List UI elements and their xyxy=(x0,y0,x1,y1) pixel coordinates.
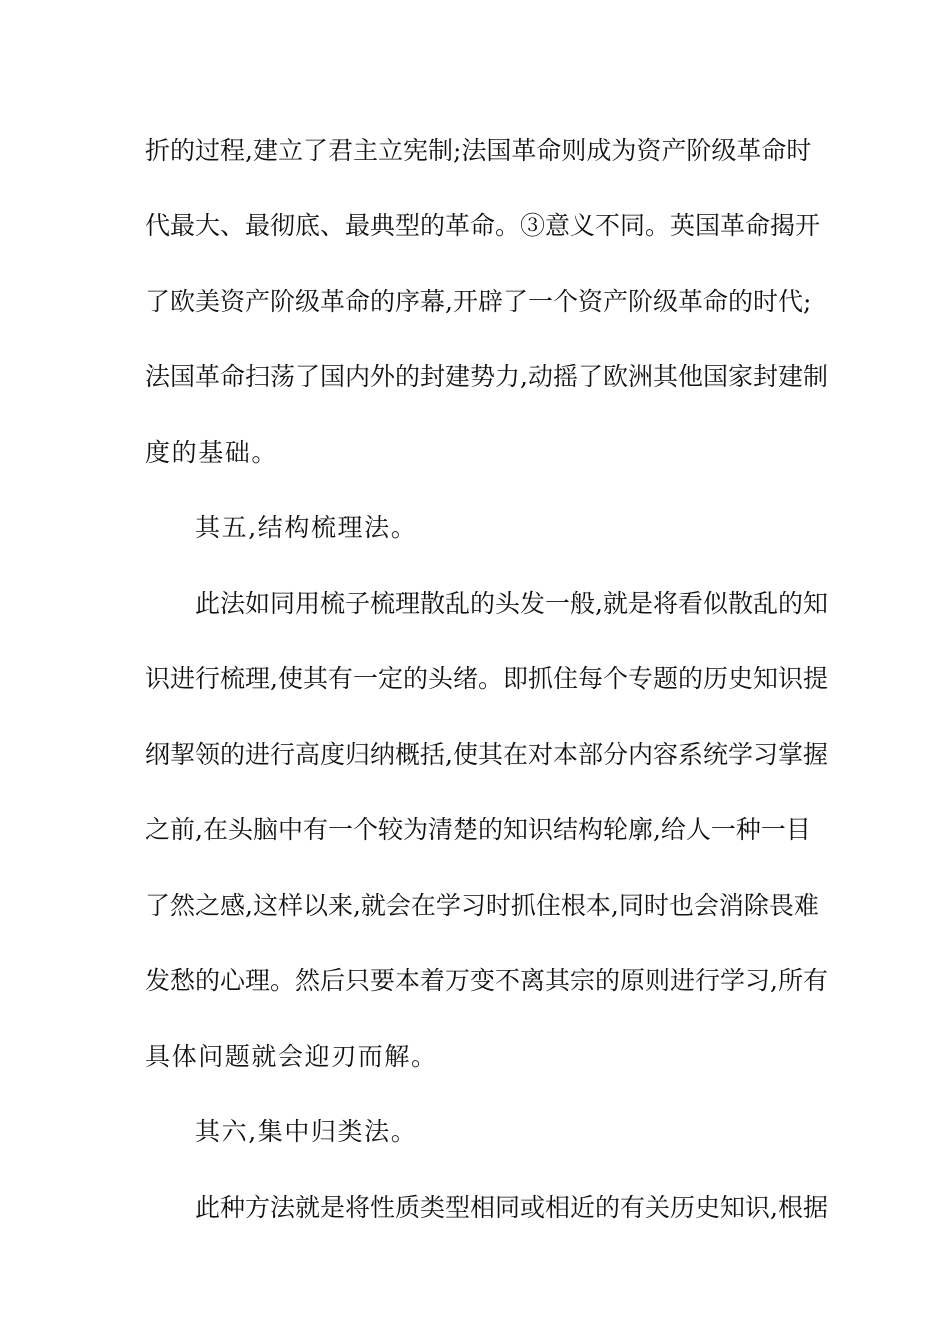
text-line: 折的过程,建立了君主立宪制;法国革命则成为资产阶级革命时 xyxy=(145,136,812,165)
text-line: 之前,在头脑中有一个较为清楚的知识结构轮廓,给人一种一目 xyxy=(145,815,811,844)
section-heading: 其五,结构梳理法。 xyxy=(195,513,418,542)
text-line: 度的基础。 xyxy=(145,438,279,467)
text-line: 此法如同用梳子梳理散乱的头发一般,就是将看似散乱的知 xyxy=(195,589,828,618)
text-line: 法国革命扫荡了国内外的封建势力,动摇了欧洲其他国家封建制 xyxy=(145,362,828,391)
text-line: 代最大、最彻底、最典型的革命。③意义不同。英国革命揭开 xyxy=(145,211,821,240)
text-line: 识进行梳理,使其有一定的头绪。即抓住每个专题的历史知识提 xyxy=(145,664,828,693)
text-line: 此种方法就是将性质类型相同或相近的有关历史知识,根据 xyxy=(195,1193,828,1222)
text-line: 发愁的心理。然后只要本着万变不离其宗的原则进行学习,所有 xyxy=(145,966,828,995)
text-line: 了欧美资产阶级革命的序幕,开辟了一个资产阶级革命的时代; xyxy=(145,287,812,316)
text-line: 具体问题就会迎刃而解。 xyxy=(145,1042,438,1071)
text-line: 纲挈领的进行高度归纳概括,使其在对本部分内容系统学习掌握 xyxy=(145,740,828,769)
text-line: 了然之感,这样以来,就会在学习时抓住根本,同时也会消除畏难 xyxy=(145,891,819,920)
section-heading: 其六,集中归类法。 xyxy=(195,1117,418,1146)
